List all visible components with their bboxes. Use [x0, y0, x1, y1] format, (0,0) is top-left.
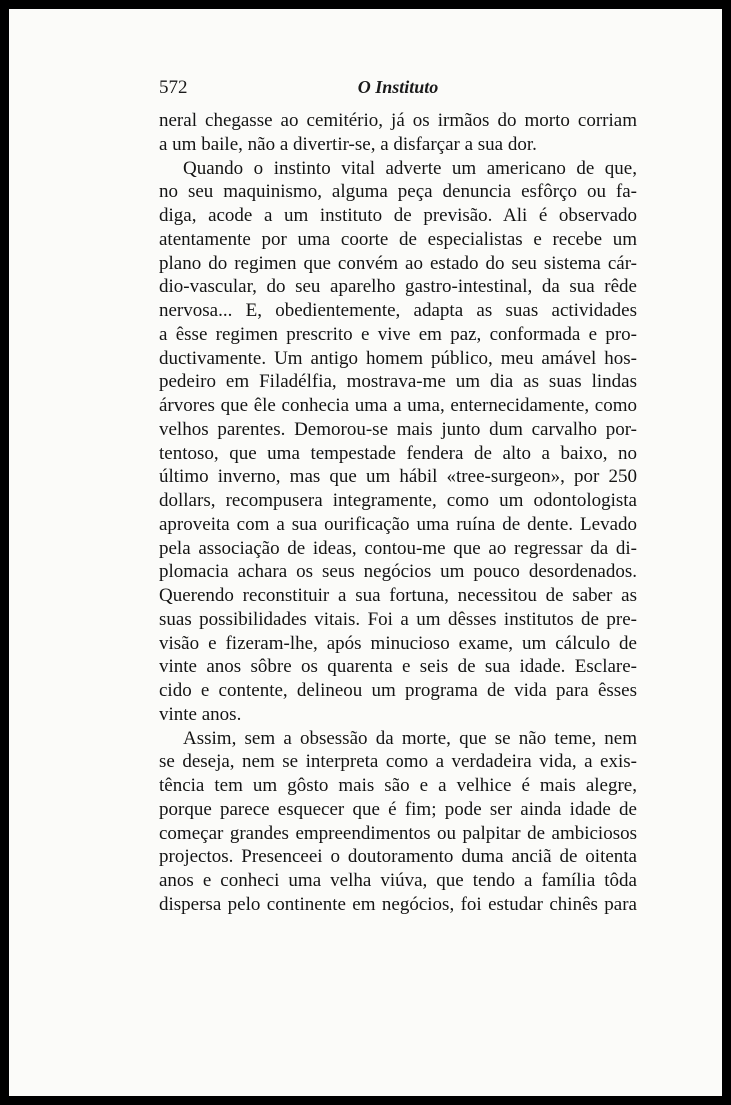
text-line: diga, acode a um instituto de previsão. Ali é observado: [159, 205, 637, 226]
text-line: pedeiro em Filadélfia, mostrava-me um dia as suas lindas: [159, 371, 637, 393]
book-page: [9, 9, 722, 1096]
text-line: começar grandes empreendimentos ou palpitar de ambiciosos: [159, 822, 637, 844]
text-line: ductivamente. Um antigo homem público, meu amável hos-: [159, 347, 637, 369]
text-line: árvores que êle conhecia uma a uma, enternecidamente, como: [159, 395, 637, 416]
text-line: cido e contente, delineou um programa de vida para êsses: [159, 680, 637, 701]
text-line: nervosa... E, obedientemente, adapta as suas actividades: [159, 300, 637, 321]
text-line: visão e fizeram-lhe, após minucioso exame, um cálculo de: [159, 632, 637, 654]
text-line: vinte anos.: [159, 703, 242, 725]
text-line: a um baile, não a divertir-se, a disfarçar a sua dor.: [159, 133, 537, 155]
text-line: pela associação de ideas, contou-me que ao regressar da di-: [159, 537, 637, 559]
running-title: O Instituto: [357, 77, 439, 97]
text-line: neral chegasse ao cemitério, já os irmãos do morto corriam: [159, 110, 637, 131]
page-number: 572: [159, 77, 188, 98]
body-text: [159, 109, 637, 917]
text-line: atentamente por uma coorte de especialistas e recebe um: [159, 228, 637, 250]
text-line: a êsse regimen prescrito e vive em paz, conformada e pro-: [159, 323, 637, 345]
page-header: [159, 67, 637, 97]
text-line: suas possibilidades vitais. Foi a um dêsses institutos de pre-: [159, 608, 637, 630]
text-line: dio-vascular, do seu aparelho gastro-intestinal, da sua rêde: [159, 276, 637, 298]
text-line: dollars, recompusera integramente, como um odontologista: [159, 490, 637, 511]
text-line: dispersa pelo continente em negócios, foi estudar chinês para: [159, 893, 637, 915]
text-line: Querendo reconstituir a sua fortuna, necessitou de saber as: [159, 585, 637, 606]
text-line: aproveita com a sua ourificação uma ruína de dente. Levado: [159, 513, 637, 535]
text-line: anos e conheci uma velha viúva, que tendo a família tôda: [159, 870, 637, 891]
text-line: tência tem um gôsto mais são e a velhice é mais alegre,: [159, 775, 637, 796]
text-line: plano do regimen que convém ao estado do seu sistema cár-: [159, 252, 637, 274]
text-line: plomacia achara os seus negócios um pouco desordenados.: [159, 561, 637, 583]
text-line: tentoso, que uma tempestade fendera de alto a baixo, no: [159, 442, 637, 464]
text-line: no seu maquinismo, alguma peça denuncia esfôrço ou fa-: [159, 181, 637, 203]
text-line: Assim, sem a obsessão da morte, que se não teme, nem: [183, 727, 637, 749]
text-line: último inverno, mas que um hábil «tree-surgeon», por 250: [159, 466, 637, 488]
text-line: se deseja, nem se interpreta como a verdadeira vida, a exis-: [159, 751, 637, 773]
text-line: velhos parentes. Demorou-se mais junto dum carvalho por-: [159, 418, 637, 440]
text-line: vinte anos sôbre os quarenta e seis de sua idade. Esclare-: [159, 656, 637, 678]
text-line: projectos. Presenceei o doutoramento duma anciã de oitenta: [159, 846, 637, 868]
text-line: porque parece esquecer que é fim; pode ser ainda idade de: [159, 798, 637, 820]
text-line: Quando o instinto vital adverte um americano de que,: [183, 157, 637, 179]
